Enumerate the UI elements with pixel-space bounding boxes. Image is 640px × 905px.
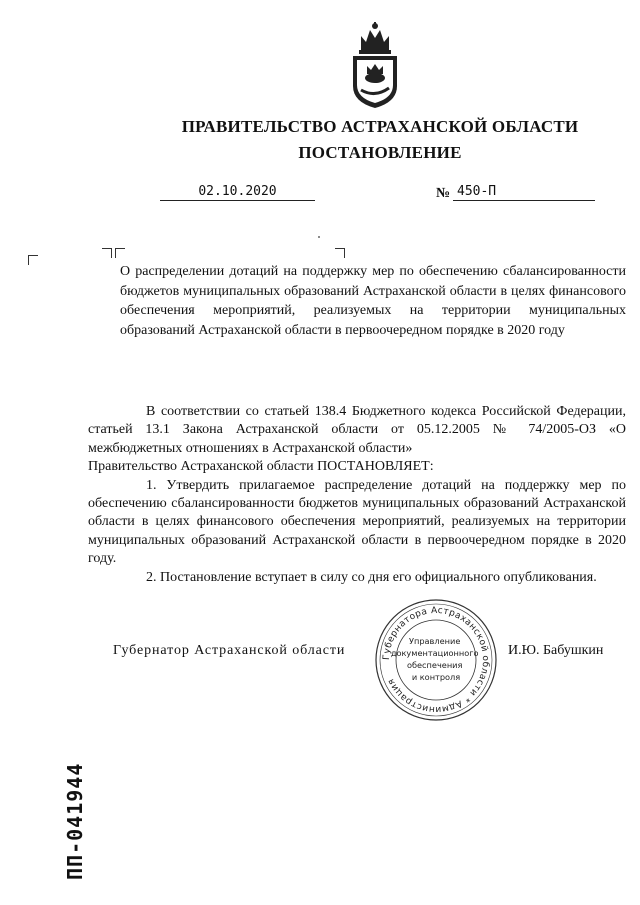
document-type: ПОСТАНОВЛЕНИЕ (298, 143, 462, 162)
corner-mark-middle-right (102, 248, 112, 258)
item-1-paragraph: 1. Утвердить прилагаемое распределение дотаций на поддержку мер по обеспечению сбалансированности бюджетов муниципальных образований Астраханской области в целях финансового обеспечения мероприятий, реализуемых на территории муниципальных образований Астраханской области в первоочередном порядке в 2020 году. (88, 477, 626, 567)
round-stamp (374, 598, 498, 722)
document-date: 02.10.2020 (160, 184, 315, 201)
stamp-center-line-4: и контроля (411, 672, 461, 682)
item-2-paragraph: 2. Постановление вступает в силу со дня его официального опубликования. (146, 569, 597, 585)
coat-of-arms-emblem (345, 20, 405, 110)
decree-line: Правительство Астраханской области ПОСТАНОВЛЯЕТ: (88, 459, 434, 475)
signatory-name: И.Ю. Бабушкин (508, 643, 604, 658)
stamp-center-line-1: Управление (409, 636, 461, 646)
stamp-center-line-3: обеспечения (406, 660, 463, 670)
document-number: 450-П (453, 184, 595, 201)
document-subject: О распределении дотаций на поддержку мер по обеспечению сбалансированности бюджетов муниципальных образований Астраханской области в целях финансового обеспечения мероприятий, реализуемых на территории муниципальных образований Астраханской области в первоочередном порядке в 2020 году (120, 264, 626, 338)
vertical-registration-code: ПП-041944 (63, 762, 87, 880)
stamp-center-line-2: документационного (390, 648, 479, 658)
document-body (88, 403, 626, 587)
corner-mark-middle-left (115, 248, 125, 258)
dot-mark (318, 236, 320, 238)
stamp-ring-text: Губернатора Астраханской области * Администрация (381, 605, 491, 715)
number-label: № (436, 186, 451, 201)
corner-mark-right (335, 248, 345, 258)
signatory-role: Губернатор Астраханской области (113, 643, 346, 658)
preamble-paragraph: В соответствии со статьей 138.4 Бюджетного кодекса Российской Федерации, статьей 13.1 Закона Астраханской области от 05.12.2005 № 74/2005-ОЗ «О межбюджетных отношениях в Астраханской области» (88, 404, 626, 456)
government-title: ПРАВИТЕЛЬСТВО АСТРАХАНСКОЙ ОБЛАСТИ (181, 117, 579, 136)
svg-text:Управление документационно (391, 636, 481, 682)
corner-mark-left (28, 255, 38, 265)
